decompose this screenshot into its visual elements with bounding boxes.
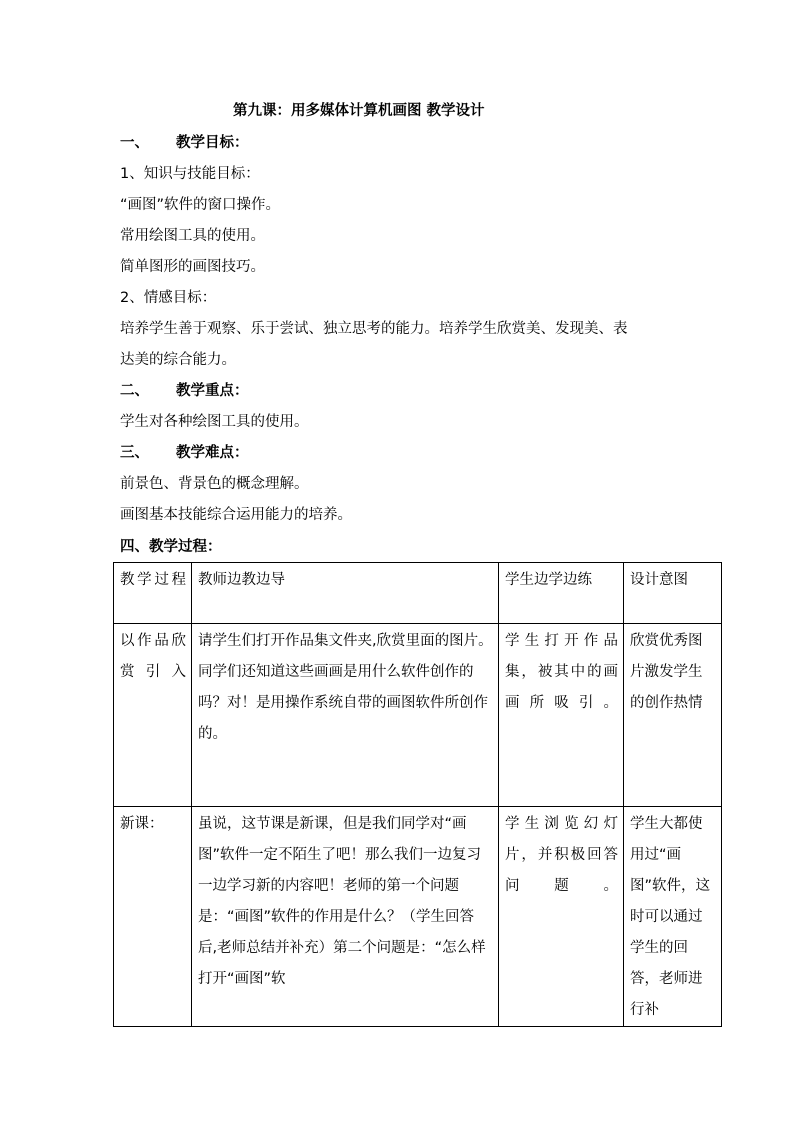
section-heading-difficulty <box>120 443 249 463</box>
header-cell-teacher: 教师边教边导 <box>192 563 499 624</box>
section-label: 教学目标： <box>176 135 249 151</box>
table-header-row <box>114 563 722 624</box>
header-cell-student: 学生边学边练 <box>499 563 624 624</box>
cell-teacher: 请学生们打开作品集文件夹,欣赏里面的图片。同学们还知道这些画画是用什么软件创作的吗？对！是用操作系统自带的画图软件所创作的。 <box>192 624 499 807</box>
cell-student: 学生浏览幻灯片，并积极回答问题。 <box>499 807 624 1027</box>
section-number: 一、 <box>120 135 149 151</box>
section-heading-process: 四、教学过程： <box>120 539 222 555</box>
goal2-heading: 2、情感目标： <box>120 290 217 306</box>
section-number: 三、 <box>120 445 149 461</box>
cell-student: 学生打开作品集，被其中的画画所吸引。 <box>499 624 624 807</box>
page-title: 第九课：用多媒体计算机画图 教学设计 <box>233 103 485 119</box>
cell-process: 以作品欣赏引入 <box>114 624 192 807</box>
table-row <box>114 807 722 1027</box>
key-point-text: 学生对各种绘图工具的使用。 <box>120 414 309 430</box>
section-label: 教学难点： <box>176 445 249 461</box>
header-cell-process: 教学过程 <box>114 563 192 624</box>
cell-teacher: 虽说，这节课是新课，但是我们同学对“画图”软件一定不陌生了吧！那么我们一边复习一边学习新的内容吧！老师的第一个问题是：“画图”软件的作用是什么？（学生回答后,老师总结并补充）第二个问题是：“怎么样打开“画图”软 <box>192 807 499 1027</box>
cell-process: 新课： <box>114 807 192 1027</box>
section-heading-key-point <box>120 381 249 401</box>
section-label: 教学重点： <box>176 383 249 399</box>
goal1-item: 简单图形的画图技巧。 <box>120 259 265 275</box>
goal1-heading: 1、知识与技能目标： <box>120 166 260 182</box>
goal1-item: “画图”软件的窗口操作。 <box>120 197 281 213</box>
difficulty-item: 画图基本技能综合运用能力的培养。 <box>120 507 352 523</box>
cell-intent: 学生大都使用过“画图”软件，这时可以通过学生的回答，老师进行补 <box>624 807 722 1027</box>
cell-intent: 欣赏优秀图片激发学生的创作热情 <box>624 624 722 807</box>
section-number: 二、 <box>120 383 149 399</box>
header-cell-intent: 设计意图 <box>624 563 722 624</box>
goal2-text: 培养学生善于观察、乐于尝试、独立思考的能力。培养学生欣赏美、发现美、表 <box>120 321 628 337</box>
goal1-item: 常用绘图工具的使用。 <box>120 228 265 244</box>
table-row <box>114 624 722 807</box>
difficulty-item: 前景色、背景色的概念理解。 <box>120 476 309 492</box>
section-heading-objectives <box>120 133 249 153</box>
goal2-text: 达美的综合能力。 <box>120 352 236 368</box>
teaching-process-table <box>113 562 722 1027</box>
